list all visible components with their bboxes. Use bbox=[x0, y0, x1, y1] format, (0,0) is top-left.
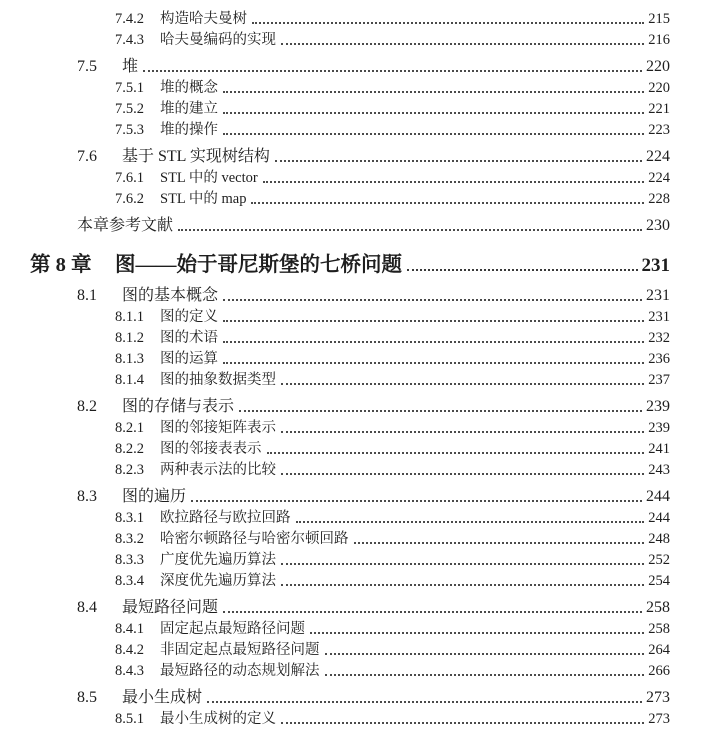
toc-entry-title: 图的邻接表表示 bbox=[160, 441, 262, 457]
toc-entry-8-4-1 bbox=[0, 617, 670, 638]
toc-entry-number: 8.5 bbox=[77, 689, 97, 706]
toc-entry-8-1-1 bbox=[0, 305, 670, 326]
toc-entry-title: 堆的操作 bbox=[160, 122, 218, 138]
toc-entry-number: 8.1.2 bbox=[115, 330, 144, 346]
toc-entry-number: 8.3.1 bbox=[115, 510, 144, 526]
dot-leader bbox=[191, 500, 642, 502]
toc-entry-8-4-2 bbox=[0, 638, 670, 659]
toc-entry-page: 239 bbox=[646, 398, 670, 415]
toc-entry-8-3 bbox=[0, 483, 670, 506]
toc-entry-number: 8.5.1 bbox=[115, 711, 144, 727]
dot-leader bbox=[207, 701, 642, 703]
toc-entry-title: 固定起点最短路径问题 bbox=[160, 621, 305, 637]
toc-entry-page: 215 bbox=[648, 11, 670, 27]
toc-entry-page: 258 bbox=[646, 599, 670, 616]
dot-leader bbox=[143, 70, 642, 72]
toc-entry-number: 8.4.1 bbox=[115, 621, 144, 637]
dot-leader bbox=[178, 229, 642, 231]
dot-leader bbox=[223, 299, 642, 301]
toc-entry-8-5-1 bbox=[0, 707, 670, 728]
toc-entry-title: STL 中的 vector bbox=[160, 170, 258, 186]
toc-entry-page: 220 bbox=[648, 80, 670, 96]
toc-entry-title: 堆 bbox=[122, 58, 139, 75]
toc-entry-8-2-2 bbox=[0, 437, 670, 458]
toc-entry-page: 221 bbox=[648, 101, 670, 117]
dot-leader bbox=[223, 133, 644, 135]
toc-entry-title: 最小生成树 bbox=[122, 689, 203, 706]
toc-entry-number: 8.1 bbox=[77, 287, 97, 304]
toc-entry-8-2-3 bbox=[0, 458, 670, 479]
toc-entry-number: 8.3 bbox=[77, 488, 97, 505]
dot-leader bbox=[223, 362, 644, 364]
toc-entry-title: 基于 STL 实现树结构 bbox=[122, 148, 270, 165]
toc-entry-title: 图的遍历 bbox=[122, 488, 187, 505]
toc-entry-7-5 bbox=[0, 53, 670, 76]
toc-entry-number: 7.5.3 bbox=[115, 122, 144, 138]
toc-list bbox=[0, 7, 670, 728]
toc-entry-number: 7.6 bbox=[77, 148, 97, 165]
toc-entry-number: 8.2 bbox=[77, 398, 97, 415]
toc-entry-title: 图的定义 bbox=[160, 309, 218, 325]
toc-entry-8-1-4 bbox=[0, 368, 670, 389]
dot-leader bbox=[281, 473, 644, 475]
toc-entry-title: 本章参考文献 bbox=[77, 217, 174, 234]
toc-entry-8-3-1 bbox=[0, 506, 670, 527]
toc-entry-page: 232 bbox=[648, 330, 670, 346]
toc-entry-8-3-4 bbox=[0, 569, 670, 590]
toc-entry-number: 8.4.2 bbox=[115, 642, 144, 658]
toc-entry-page: 254 bbox=[648, 573, 670, 589]
toc-entry-title: 两种表示法的比较 bbox=[160, 462, 276, 478]
toc-entry-page: 264 bbox=[648, 642, 670, 658]
toc-entry-title: 哈夫曼编码的实现 bbox=[160, 32, 276, 48]
dot-leader bbox=[407, 269, 638, 271]
dot-leader bbox=[275, 160, 642, 162]
toc-entry-title: 最小生成树的定义 bbox=[160, 711, 276, 727]
toc-entry-page: 244 bbox=[646, 488, 670, 505]
toc-entry-number: 8.4.3 bbox=[115, 663, 144, 679]
toc-entry-8-2-1 bbox=[0, 416, 670, 437]
dot-leader bbox=[223, 611, 642, 613]
toc-entry-title: 图的存储与表示 bbox=[122, 398, 235, 415]
toc-entry-page: 244 bbox=[648, 510, 670, 526]
dot-leader bbox=[252, 22, 644, 24]
toc-entry-number: 8.3.3 bbox=[115, 552, 144, 568]
toc-entry-8-1-2 bbox=[0, 326, 670, 347]
toc-entry-title: STL 中的 map bbox=[160, 191, 247, 207]
dot-leader bbox=[251, 202, 644, 204]
dot-leader bbox=[281, 431, 644, 433]
toc-entry-page: 243 bbox=[648, 462, 670, 478]
toc-entry-title: 图的运算 bbox=[160, 351, 218, 367]
toc-entry-title: 最短路径的动态规划解法 bbox=[160, 663, 320, 679]
toc-entry-7-6-2 bbox=[0, 187, 670, 208]
toc-entry-number: 7.6.2 bbox=[115, 191, 144, 207]
toc-entry-page: 236 bbox=[648, 351, 670, 367]
toc-entry-title: 欧拉路径与欧拉回路 bbox=[160, 510, 291, 526]
toc-entry-7-6-1 bbox=[0, 166, 670, 187]
dot-leader bbox=[325, 653, 645, 655]
dot-leader bbox=[281, 383, 644, 385]
toc-entry-title: 图的抽象数据类型 bbox=[160, 372, 276, 388]
toc-entry-title: 图的基本概念 bbox=[122, 287, 219, 304]
toc-entry-number: 7.5.1 bbox=[115, 80, 144, 96]
dot-leader bbox=[281, 563, 644, 565]
toc-entry-number: 7.4.2 bbox=[115, 11, 144, 27]
toc-entry-number: 7.5.2 bbox=[115, 101, 144, 117]
toc-entry-title: 堆的概念 bbox=[160, 80, 218, 96]
dot-leader bbox=[267, 452, 645, 454]
toc-entry-number: 第 8 章 bbox=[30, 254, 92, 276]
toc-entry-7-6 bbox=[0, 143, 670, 166]
toc-entry-page: 258 bbox=[648, 621, 670, 637]
toc-entry-8-2 bbox=[0, 393, 670, 416]
toc-entry-number: 8.2.3 bbox=[115, 462, 144, 478]
toc-entry-title: 构造哈夫曼树 bbox=[160, 11, 247, 27]
toc-entry-number: 7.4.3 bbox=[115, 32, 144, 48]
toc-entry-refs bbox=[0, 212, 670, 235]
toc-entry-number: 7.6.1 bbox=[115, 170, 144, 186]
toc-entry-page: 231 bbox=[646, 287, 670, 304]
toc-entry-page: 239 bbox=[648, 420, 670, 436]
toc-entry-page: 223 bbox=[648, 122, 670, 138]
toc-entry-7-5-1 bbox=[0, 76, 670, 97]
toc-entry-page: 237 bbox=[648, 372, 670, 388]
toc-entry-7-5-2 bbox=[0, 97, 670, 118]
toc-entry-page: 224 bbox=[648, 170, 670, 186]
toc-entry-number: 8.2.1 bbox=[115, 420, 144, 436]
dot-leader bbox=[223, 341, 644, 343]
dot-leader bbox=[263, 181, 645, 183]
toc-entry-page: 231 bbox=[648, 309, 670, 325]
dot-leader bbox=[310, 632, 644, 634]
toc-entry-title: 广度优先遍历算法 bbox=[160, 552, 276, 568]
toc-entry-title: 最短路径问题 bbox=[122, 599, 219, 616]
toc-entry-number: 8.3.2 bbox=[115, 531, 144, 547]
toc-entry-page: 228 bbox=[648, 191, 670, 207]
toc-entry-8-3-2 bbox=[0, 527, 670, 548]
toc-entry-title: 堆的建立 bbox=[160, 101, 218, 117]
toc-entry-page: 220 bbox=[646, 58, 670, 75]
toc-entry-8-5 bbox=[0, 684, 670, 707]
toc-entry-8-3-3 bbox=[0, 548, 670, 569]
dot-leader bbox=[354, 542, 645, 544]
toc-entry-8-1-3 bbox=[0, 347, 670, 368]
toc-entry-7-4-2 bbox=[0, 7, 670, 28]
toc-entry-number: 8.1.4 bbox=[115, 372, 144, 388]
toc-entry-title: 深度优先遍历算法 bbox=[160, 573, 276, 589]
toc-entry-title: 图的术语 bbox=[160, 330, 218, 346]
toc-entry-page: 224 bbox=[646, 148, 670, 165]
toc-entry-page: 248 bbox=[648, 531, 670, 547]
toc-entry-7-5-3 bbox=[0, 118, 670, 139]
toc-entry-page: 273 bbox=[646, 689, 670, 706]
toc-entry-8-4-3 bbox=[0, 659, 670, 680]
dot-leader bbox=[223, 112, 644, 114]
toc-entry-number: 8.4 bbox=[77, 599, 97, 616]
dot-leader bbox=[281, 43, 644, 45]
toc-entry-title: 哈密尔顿路径与哈密尔顿回路 bbox=[160, 531, 349, 547]
toc-entry-7-4-3 bbox=[0, 28, 670, 49]
toc-entry-8-1 bbox=[0, 282, 670, 305]
toc-entry-page: 252 bbox=[648, 552, 670, 568]
toc-entry-page: 266 bbox=[648, 663, 670, 679]
toc-entry-number: 8.1.1 bbox=[115, 309, 144, 325]
toc-entry-page: 230 bbox=[646, 217, 670, 234]
toc-entry-title: 图——始于哥尼斯堡的七桥问题 bbox=[115, 254, 402, 276]
dot-leader bbox=[223, 91, 644, 93]
dot-leader bbox=[239, 410, 642, 412]
toc-entry-page: 273 bbox=[648, 711, 670, 727]
toc-entry-title: 非固定起点最短路径问题 bbox=[160, 642, 320, 658]
toc-entry-number: 8.1.3 bbox=[115, 351, 144, 367]
toc-entry-page: 241 bbox=[648, 441, 670, 457]
toc-entry-number: 8.3.4 bbox=[115, 573, 144, 589]
toc-entry-8-4 bbox=[0, 594, 670, 617]
toc-entry-number: 8.2.2 bbox=[115, 441, 144, 457]
toc-entry-page: 231 bbox=[641, 255, 670, 276]
dot-leader bbox=[223, 320, 644, 322]
toc-entry-8 bbox=[0, 247, 670, 277]
dot-leader bbox=[281, 584, 644, 586]
dot-leader bbox=[281, 722, 644, 724]
toc-entry-number: 7.5 bbox=[77, 58, 97, 75]
toc-entry-page: 216 bbox=[648, 32, 670, 48]
dot-leader bbox=[325, 674, 645, 676]
toc-entry-title: 图的邻接矩阵表示 bbox=[160, 420, 276, 436]
dot-leader bbox=[296, 521, 645, 523]
